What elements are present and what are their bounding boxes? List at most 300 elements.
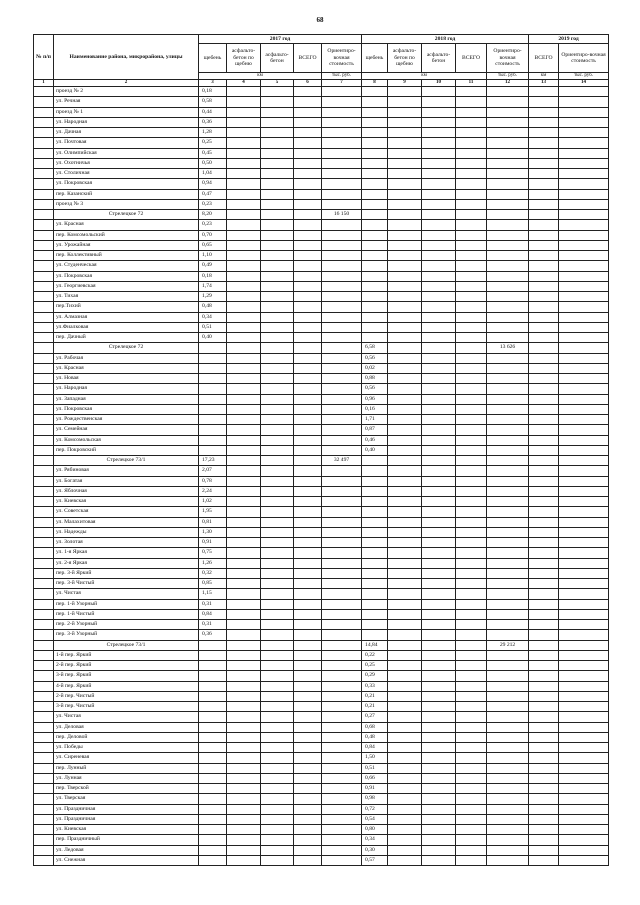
value-cell-10 [422,445,456,455]
value-cell-9 [388,312,422,322]
value-cell-11 [456,599,487,609]
value-cell-10 [422,199,456,209]
row-number-cell [34,292,54,302]
value-cell-7 [322,763,362,773]
value-cell-10 [422,743,456,753]
value-cell-11 [456,302,487,312]
row-number-cell [34,353,54,363]
value-cell-10 [422,640,456,650]
value-cell-11 [456,476,487,486]
value-cell-10 [422,466,456,476]
value-cell-12 [487,138,529,148]
value-cell-12 [487,394,529,404]
value-cell-11 [456,630,487,640]
value-cell-11 [456,117,487,127]
value-cell-3 [199,681,227,691]
value-cell-10 [422,97,456,107]
value-cell-8 [362,620,388,630]
row-number-cell [34,507,54,517]
value-cell-12 [487,251,529,261]
street-name-cell: ул. Охотничья [54,158,199,168]
value-cell-9 [388,281,422,291]
value-cell-10 [422,702,456,712]
value-cell-11 [456,753,487,763]
row-number-cell [34,128,54,138]
value-cell-6 [294,343,322,353]
table-row [34,558,609,568]
value-cell-10 [422,179,456,189]
value-cell-13 [529,435,559,445]
value-cell-3: 1,04 [199,169,227,179]
value-cell-14 [559,384,609,394]
value-cell-9 [388,568,422,578]
value-cell-11 [456,702,487,712]
value-cell-14 [559,671,609,681]
value-cell-12 [487,476,529,486]
value-cell-8: 0,57 [362,855,388,865]
value-cell-8: 0,27 [362,712,388,722]
value-cell-5 [261,138,294,148]
group-name-cell: Стрелецкое 72 [54,210,199,220]
value-cell-4 [227,804,261,814]
value-cell-13 [529,845,559,855]
value-cell-3: 0,32 [199,568,227,578]
row-number-cell [34,630,54,640]
row-number-cell [34,855,54,865]
value-cell-13 [529,630,559,640]
row-number-cell [34,527,54,537]
value-cell-4 [227,599,261,609]
value-cell-13 [529,384,559,394]
value-cell-11 [456,527,487,537]
value-cell-4 [227,579,261,589]
value-cell-6 [294,486,322,496]
value-cell-12 [487,579,529,589]
value-cell-12 [487,169,529,179]
table-row [34,138,609,148]
value-cell-9 [388,845,422,855]
value-cell-13 [529,456,559,466]
value-cell-6 [294,404,322,414]
street-name-cell: пер. Казанский [54,189,199,199]
value-cell-13 [529,97,559,107]
value-cell-7 [322,271,362,281]
row-number-cell [34,486,54,496]
value-cell-10 [422,158,456,168]
value-cell-3 [199,363,227,373]
table-row [34,650,609,660]
value-cell-14 [559,558,609,568]
row-number-cell [34,517,54,527]
value-cell-3: 1,15 [199,589,227,599]
row-number-cell [34,691,54,701]
value-cell-4 [227,558,261,568]
value-cell-6 [294,753,322,763]
year-2018-header: 2018 год [362,35,529,44]
value-cell-3: 1,28 [199,128,227,138]
value-cell-13 [529,486,559,496]
value-cell-14 [559,640,609,650]
value-cell-6 [294,640,322,650]
cost-2017-header: Ориентиро-вочная стоимость [322,44,362,73]
value-cell-13 [529,743,559,753]
row-number-cell [34,97,54,107]
value-cell-10 [422,568,456,578]
value-cell-6 [294,548,322,558]
value-cell-12: 29 212 [487,640,529,650]
value-cell-11 [456,835,487,845]
value-cell-10 [422,302,456,312]
value-cell-14 [559,210,609,220]
row-number-cell [34,835,54,845]
value-cell-5 [261,497,294,507]
value-cell-7 [322,784,362,794]
value-cell-9 [388,855,422,865]
value-cell-3 [199,804,227,814]
value-cell-6 [294,476,322,486]
value-cell-4 [227,148,261,158]
value-cell-12 [487,210,529,220]
value-cell-4 [227,548,261,558]
value-cell-11 [456,456,487,466]
value-cell-4 [227,425,261,435]
column-number-cell: 7 [322,80,362,87]
value-cell-9 [388,230,422,240]
row-number-cell [34,425,54,435]
value-cell-12 [487,404,529,414]
value-cell-7 [322,814,362,824]
street-name-cell: пер. Лунный [54,763,199,773]
value-cell-13 [529,117,559,127]
value-cell-6 [294,374,322,384]
value-cell-7 [322,97,362,107]
value-cell-11 [456,671,487,681]
value-cell-14 [559,322,609,332]
value-cell-8 [362,169,388,179]
value-cell-9 [388,650,422,660]
value-cell-11 [456,435,487,445]
value-cell-9 [388,804,422,814]
value-cell-10 [422,671,456,681]
value-cell-6 [294,271,322,281]
value-cell-5 [261,302,294,312]
group-name-cell: Стрелецкое 72 [54,343,199,353]
value-cell-12 [487,97,529,107]
value-cell-14 [559,548,609,558]
value-cell-5 [261,363,294,373]
table-row [34,271,609,281]
street-name-cell: проезд № 3 [54,199,199,209]
value-cell-8 [362,466,388,476]
value-cell-9 [388,384,422,394]
value-cell-4 [227,240,261,250]
value-cell-14 [559,650,609,660]
value-cell-13 [529,271,559,281]
value-cell-11 [456,404,487,414]
table-row [34,671,609,681]
value-cell-11 [456,343,487,353]
street-name-cell: 4-й пер. Яркий [54,681,199,691]
value-cell-8: 0,33 [362,681,388,691]
value-cell-14 [559,794,609,804]
col-number-header: № п/п [34,35,54,80]
value-cell-4 [227,702,261,712]
value-cell-10 [422,312,456,322]
value-cell-6 [294,743,322,753]
value-cell-12 [487,425,529,435]
value-cell-5 [261,128,294,138]
unit-km-2019: км [529,73,559,80]
column-number-cell: 2 [54,80,199,87]
value-cell-6 [294,179,322,189]
value-cell-9 [388,486,422,496]
value-cell-8: 0,29 [362,671,388,681]
value-cell-6 [294,148,322,158]
value-cell-14 [559,353,609,363]
value-cell-11 [456,845,487,855]
value-cell-13 [529,210,559,220]
row-number-cell [34,794,54,804]
value-cell-12 [487,486,529,496]
value-cell-7 [322,497,362,507]
value-cell-10 [422,435,456,445]
value-cell-9 [388,579,422,589]
value-cell-8: 0,22 [362,650,388,660]
value-cell-10 [422,784,456,794]
value-cell-6 [294,240,322,250]
value-cell-11 [456,445,487,455]
value-cell-7 [322,353,362,363]
value-cell-11 [456,548,487,558]
street-name-cell: 2-й пер. Яркий [54,661,199,671]
value-cell-10 [422,117,456,127]
value-cell-7 [322,343,362,353]
row-number-cell [34,722,54,732]
value-cell-13 [529,825,559,835]
value-cell-14 [559,302,609,312]
value-cell-11 [456,138,487,148]
value-cell-12 [487,825,529,835]
value-cell-5 [261,189,294,199]
value-cell-10 [422,363,456,373]
value-cell-12 [487,743,529,753]
value-cell-3: 0,44 [199,107,227,117]
group-row [34,640,609,650]
value-cell-10 [422,394,456,404]
table-row [34,620,609,630]
value-cell-7 [322,702,362,712]
value-cell-11 [456,415,487,425]
value-cell-14 [559,445,609,455]
value-cell-6 [294,415,322,425]
value-cell-11 [456,814,487,824]
value-cell-13 [529,363,559,373]
value-cell-9 [388,814,422,824]
value-cell-6 [294,538,322,548]
value-cell-8 [362,281,388,291]
value-cell-6 [294,773,322,783]
street-name-cell: ул. Народная [54,384,199,394]
value-cell-10 [422,148,456,158]
table-row [34,743,609,753]
value-cell-10 [422,281,456,291]
value-cell-4 [227,784,261,794]
value-cell-4 [227,394,261,404]
value-cell-13 [529,640,559,650]
value-cell-6 [294,517,322,527]
value-cell-6 [294,117,322,127]
value-cell-8: 0,72 [362,804,388,814]
value-cell-5 [261,271,294,281]
total-2019-header: ВСЕГО [529,44,559,73]
value-cell-13 [529,353,559,363]
value-cell-13 [529,671,559,681]
value-cell-5 [261,671,294,681]
value-cell-5 [261,281,294,291]
value-cell-6 [294,527,322,537]
value-cell-6 [294,784,322,794]
value-cell-13 [529,773,559,783]
row-number-cell [34,579,54,589]
value-cell-8: 1,71 [362,415,388,425]
value-cell-3 [199,415,227,425]
street-name-cell: ул. Почтовая [54,138,199,148]
table-row [34,630,609,640]
cost-2018-header: Ориентиро-вочная стоимость [487,44,529,73]
value-cell-8 [362,210,388,220]
value-cell-5 [261,763,294,773]
row-number-cell [34,384,54,394]
value-cell-8: 0,46 [362,435,388,445]
street-name-cell: ул. Сиреневая [54,753,199,763]
value-cell-4 [227,527,261,537]
value-cell-9 [388,189,422,199]
value-cell-3: 1,74 [199,281,227,291]
value-cell-12 [487,630,529,640]
value-cell-10 [422,579,456,589]
street-name-cell: пер. 1-й Узорный [54,599,199,609]
row-number-cell [34,456,54,466]
value-cell-11 [456,251,487,261]
value-cell-4 [227,794,261,804]
value-cell-14 [559,333,609,343]
table-row [34,281,609,291]
value-cell-9 [388,538,422,548]
value-cell-5 [261,374,294,384]
value-cell-10 [422,251,456,261]
value-cell-7 [322,486,362,496]
table-row [34,158,609,168]
col-name-header: Наименование района, микрорайона, улицы [54,35,199,80]
value-cell-5 [261,158,294,168]
value-cell-9 [388,240,422,250]
value-cell-8 [362,87,388,97]
row-number-cell [34,825,54,835]
value-cell-6 [294,589,322,599]
value-cell-4 [227,835,261,845]
value-cell-11 [456,650,487,660]
page-number: 68 [316,16,324,24]
table-row [34,763,609,773]
street-name-cell: ул. Золотая [54,538,199,548]
value-cell-10 [422,210,456,220]
value-cell-7 [322,363,362,373]
value-cell-12 [487,415,529,425]
value-cell-7 [322,794,362,804]
asphalt-2018-header: асфальто-бетон [422,44,456,73]
value-cell-12 [487,117,529,127]
value-cell-13 [529,650,559,660]
value-cell-4 [227,691,261,701]
value-cell-10 [422,384,456,394]
value-cell-13 [529,322,559,332]
value-cell-3: 0,75 [199,548,227,558]
street-name-cell: 2-й пер. Чистый [54,691,199,701]
value-cell-8 [362,579,388,589]
row-number-cell [34,753,54,763]
value-cell-8: 0,48 [362,732,388,742]
table-row [34,722,609,732]
row-number-cell [34,404,54,414]
value-cell-13 [529,251,559,261]
value-cell-4 [227,609,261,619]
value-cell-6 [294,220,322,230]
value-cell-6 [294,712,322,722]
value-cell-8: 0,16 [362,404,388,414]
value-cell-5 [261,650,294,660]
value-cell-14 [559,753,609,763]
value-cell-13 [529,517,559,527]
table-row [34,312,609,322]
value-cell-13 [529,538,559,548]
value-cell-8: 0,91 [362,784,388,794]
value-cell-14 [559,374,609,384]
value-cell-9 [388,466,422,476]
value-cell-9 [388,445,422,455]
value-cell-11 [456,107,487,117]
value-cell-3: 2,07 [199,466,227,476]
value-cell-8: 0,87 [362,425,388,435]
value-cell-13 [529,189,559,199]
value-cell-5 [261,599,294,609]
value-cell-12 [487,671,529,681]
value-cell-10 [422,517,456,527]
row-number-cell [34,333,54,343]
value-cell-11 [456,763,487,773]
value-cell-9 [388,558,422,568]
value-cell-5 [261,753,294,763]
value-cell-11 [456,486,487,496]
value-cell-13 [529,415,559,425]
value-cell-14 [559,620,609,630]
value-cell-8: 0,21 [362,691,388,701]
row-number-cell [34,179,54,189]
value-cell-9 [388,671,422,681]
value-cell-6 [294,845,322,855]
value-cell-6 [294,363,322,373]
value-cell-13 [529,169,559,179]
row-number-cell [34,210,54,220]
value-cell-6 [294,251,322,261]
row-number-cell [34,445,54,455]
value-cell-14 [559,814,609,824]
value-cell-6 [294,384,322,394]
row-number-cell [34,281,54,291]
value-cell-14 [559,107,609,117]
value-cell-3: 0,31 [199,599,227,609]
value-cell-14 [559,435,609,445]
value-cell-10 [422,527,456,537]
